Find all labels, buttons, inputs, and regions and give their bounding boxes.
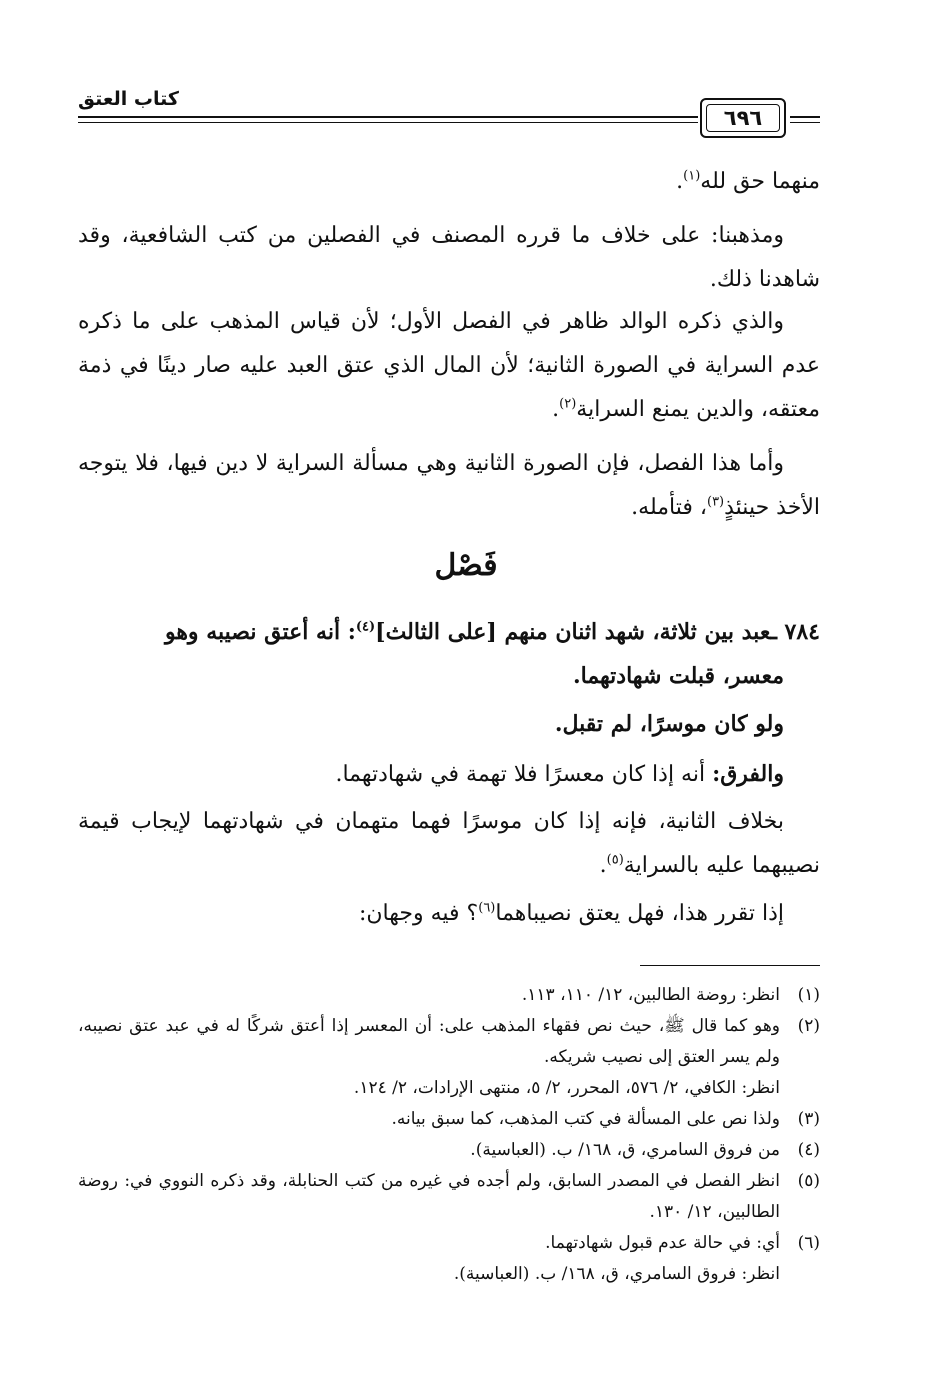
- footnotes: [78, 980, 820, 1290]
- footnote-number: (٤): [797, 1140, 820, 1160]
- paragraph-2: ومذهبنا: على خلاف ما قرره المصنف في الفصلين من كتب الشافعية، وقد شاهدنا ذلك.: [78, 223, 820, 292]
- footnote-item: [78, 1104, 820, 1135]
- footnote-text: أي: في حالة عدم قبول شهادتهما.: [545, 1233, 780, 1253]
- footnote-item: [78, 1011, 820, 1073]
- footnote-text: انظر: الكافي، ٢/ ٥٧٦، المحرر، ٢/ ٥، منتهى الإرادات، ٢/ ١٢٤.: [353, 1078, 780, 1098]
- paragraph-text: .: [552, 397, 560, 422]
- paragraph-5: [78, 800, 820, 888]
- footnote-text: ولذا نص على المسألة في كتب المذهب، كما سبق بيانه.: [391, 1109, 780, 1129]
- footnote-ref: (٢): [559, 396, 577, 412]
- issue-text: : أنه أعتق نصيبه وهو: [164, 619, 356, 645]
- paragraph-text: ؟ فيه وجهان:: [358, 901, 479, 926]
- footnote-text: انظر: فروق السامري، ق، ١٦٨/ ب. (العباسية).: [453, 1264, 780, 1284]
- header-rule: [78, 116, 698, 123]
- issue-text: عبد بين ثلاثة، شهد اثنان منهم [على الثالث]: [375, 619, 771, 645]
- farq-line: [78, 752, 784, 797]
- paragraph-text: بخلاف الثانية، فإنه إذا كان موسرًا فهما متهمان في شهادتهما لإيجاب قيمة نصيبهما عليه بالسراية: [78, 809, 820, 878]
- footnote-number: (٢): [797, 1016, 820, 1036]
- paragraph-text: والذي ذكره الوالد ظاهر في الفصل الأول؛ لأن قياس المذهب على ما ذكره عدم السراية في الصورة الثانية؛ لأن المال الذي عتق العبد عليه صار دينًا في ذمة معتقه، والدين يمنع السراية: [78, 309, 820, 422]
- paragraph-text: ، فتأمله.: [631, 495, 707, 520]
- footnote-item: [78, 1228, 820, 1259]
- footnote-separator: [640, 965, 820, 966]
- paragraph-text: منهما حق لله: [700, 169, 820, 194]
- page-number: ٦٩٦: [723, 106, 763, 130]
- paragraph-text: .: [599, 853, 607, 878]
- paragraph-6: [78, 892, 820, 936]
- footnote-number: (٣): [797, 1109, 820, 1129]
- issue-784-line-1: [78, 610, 820, 654]
- paragraph-text: .: [676, 169, 684, 194]
- footnote-ref: (٤): [355, 619, 376, 635]
- running-header-title: كتاب العتق: [78, 88, 179, 110]
- footnote-item: [78, 1135, 820, 1166]
- header-rule-short: [790, 116, 820, 123]
- footnote-text: انظر الفصل في المصدر السابق، ولم أجده في غيره من كتب الحنابلة، وقد ذكره النووي في: روضة الطالبين، ١٢/ ١٣٠.: [78, 1171, 780, 1222]
- section-heading: فَصْل: [434, 548, 498, 583]
- footnote-number: (٦): [797, 1233, 820, 1253]
- footnote-text: وهو كما قال ﷺ، حيث نص فقهاء المذهب على: أن المعسر إذا أعتق شركًا له في عبد عتق نصيبه، ولم يسر العتق إلى نصيب شريكه.: [78, 1016, 780, 1067]
- paragraph-text: وأما هذا الفصل، فإن الصورة الثانية وهي مسألة السراية لا دين فيها، فلا يتوجه الأخذ حينئذٍ: [78, 451, 820, 520]
- footnote-text: انظر: روضة الطالبين، ١٢/ ١١٠، ١١٣.: [521, 985, 780, 1005]
- footnote-text: من فروق السامري، ق، ١٦٨/ ب. (العباسية).: [470, 1140, 780, 1160]
- farq-label: والفرق:: [712, 761, 784, 787]
- footnote-item: [78, 980, 820, 1011]
- footnote-item: [78, 1259, 820, 1290]
- footnote-ref: (٣): [706, 494, 725, 510]
- paragraph-3: [78, 300, 820, 432]
- footnote-number: (٥): [797, 1171, 820, 1191]
- issue-number: ٧٨٤ ـ: [770, 619, 820, 645]
- farq-text: أنه إذا كان معسرًا فلا تهمة في شهادتهما.: [335, 762, 713, 787]
- paragraph-4: [78, 442, 820, 530]
- page-number-frame: [700, 98, 786, 138]
- issue-784-line-3: ولو كان موسرًا، لم تقبل.: [554, 711, 784, 737]
- paragraph-1: [78, 160, 820, 204]
- issue-784-line-2: معسر، قبلت شهادتهما.: [572, 663, 784, 689]
- footnote-ref: (٦): [478, 900, 496, 916]
- footnote-ref: (٥): [606, 852, 624, 868]
- footnote-item: [78, 1073, 820, 1104]
- footnote-number: (١): [797, 985, 820, 1005]
- footnote-item: [78, 1166, 820, 1228]
- footnote-ref: (١): [683, 168, 701, 184]
- paragraph-text: إذا تقرر هذا، فهل يعتق نصيباهما: [495, 901, 784, 926]
